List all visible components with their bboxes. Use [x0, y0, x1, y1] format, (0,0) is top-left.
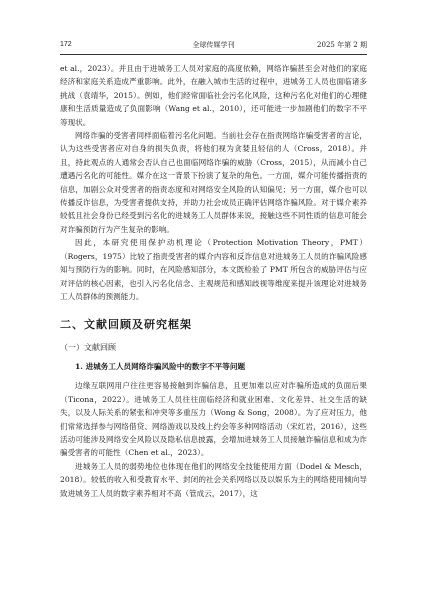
running-header — [60, 38, 367, 52]
issue-label: 2025 年第 2 期 — [317, 41, 367, 49]
paragraph-research-approach: 因此，本研究使用保护动机理论（Protection Motivation Theory，PMT）（Rogers，1975）比较了指责受害者的媒介内容和反诈信息对进城务工人员的诈骗风险感知与预防行为的影响。同时，在风险感知部分，本文既检验了 PMT 所包含的威胁评估与应对评估的核心因素，也引入污名化信念、主观规范和感知歧视等维度来提升该理论对进城务工人员群体的预测能力。 — [60, 238, 367, 301]
header-rule — [60, 54, 367, 55]
article-body — [60, 62, 367, 500]
subsubsection-heading: 1. 进城务工人员网络诈骗风险中的数字不平等问题 — [75, 362, 246, 372]
section-heading: 二、文献回顾及研究框架 — [60, 318, 192, 332]
paragraph-continued: et al.，2023）。并且由于进城务工人员对家庭的高度依赖，网络诈骗甚至会对他们的家庭经济和家庭关系造成严重影响。此外，在融入城市生活的过程中，进城务工人员也面临诸多挑战（袁靖华，2015）。例如，他们经常面临社会污名化风险，这种污名化对他们的心理健康和生活质量造成了负面影响（Wang et al.，2010），还可能进一步加剧他们的数字不平等现状。 — [60, 64, 367, 127]
paragraph-digital-literacy: 进城务工人员的弱势地位也体现在他们的网络安全技能使用方面（Dodel & Mesch，2018）。较低的收入和受教育水平、封闭的社会关系网络以及以娱乐为主的网络使用倾向导致进城务工人员的数字素养相对不高（管成云，2017），这 — [60, 461, 367, 498]
paragraph-marginal-users: 边缘互联网用户往往更容易接触到诈骗信息，且更加难以应对诈骗所造成的负面后果（Ticona，2022）。进城务工人员往往面临经济和就业困难、文化差异、社交生活的缺失，以及人际关系的紧张和冲突等多重压力（Wong & Song，2008）。为了应对压力，他们常常选择参与网络借贷、网络游戏以及线上约会等多种网络活动（宋红岩，2016），这些活动可能涉及网络安全风险以及隐私信息披露，会增加进城务工人员接触诈骗信息和成为诈骗受害者的可能性（Chen et al.，2023）。 — [60, 381, 367, 458]
subsection-heading: （一）文献回顾 — [60, 343, 116, 353]
journal-name: 全球传媒学刊 — [192, 41, 235, 49]
paragraph-fraud-victim-stigma: 网络诈骗的受害者同样面临着污名化问题。当前社会存在指责网络诈骗受害者的言论，认为这些受害者应对自身的损失负责，将他们视为贪婪且轻信的人（Cross，2018）。并且，持此观点的人通常会否认自己也面临网络诈骗的威胁（Cross，2015），从而减小自己遭遇污名化的可能性。媒介在这一背景下扮演了复杂的角色。一方面，媒介可能传播指责的信息，加剧公众对受害者的指责态度和对网络安全风险的认知偏见；另一方面，媒介也可以传播反诈信息，为受害者提供支持，并助力社会成员正确评估网络诈骗风险。对于媒介素养较低且社会身份已经受到污名化的进城务工人员群体来说，接触这些不同性质的信息可能会对诈骗预防行为产生复杂的影响。 — [60, 131, 367, 234]
page-number: 172 — [60, 41, 72, 48]
